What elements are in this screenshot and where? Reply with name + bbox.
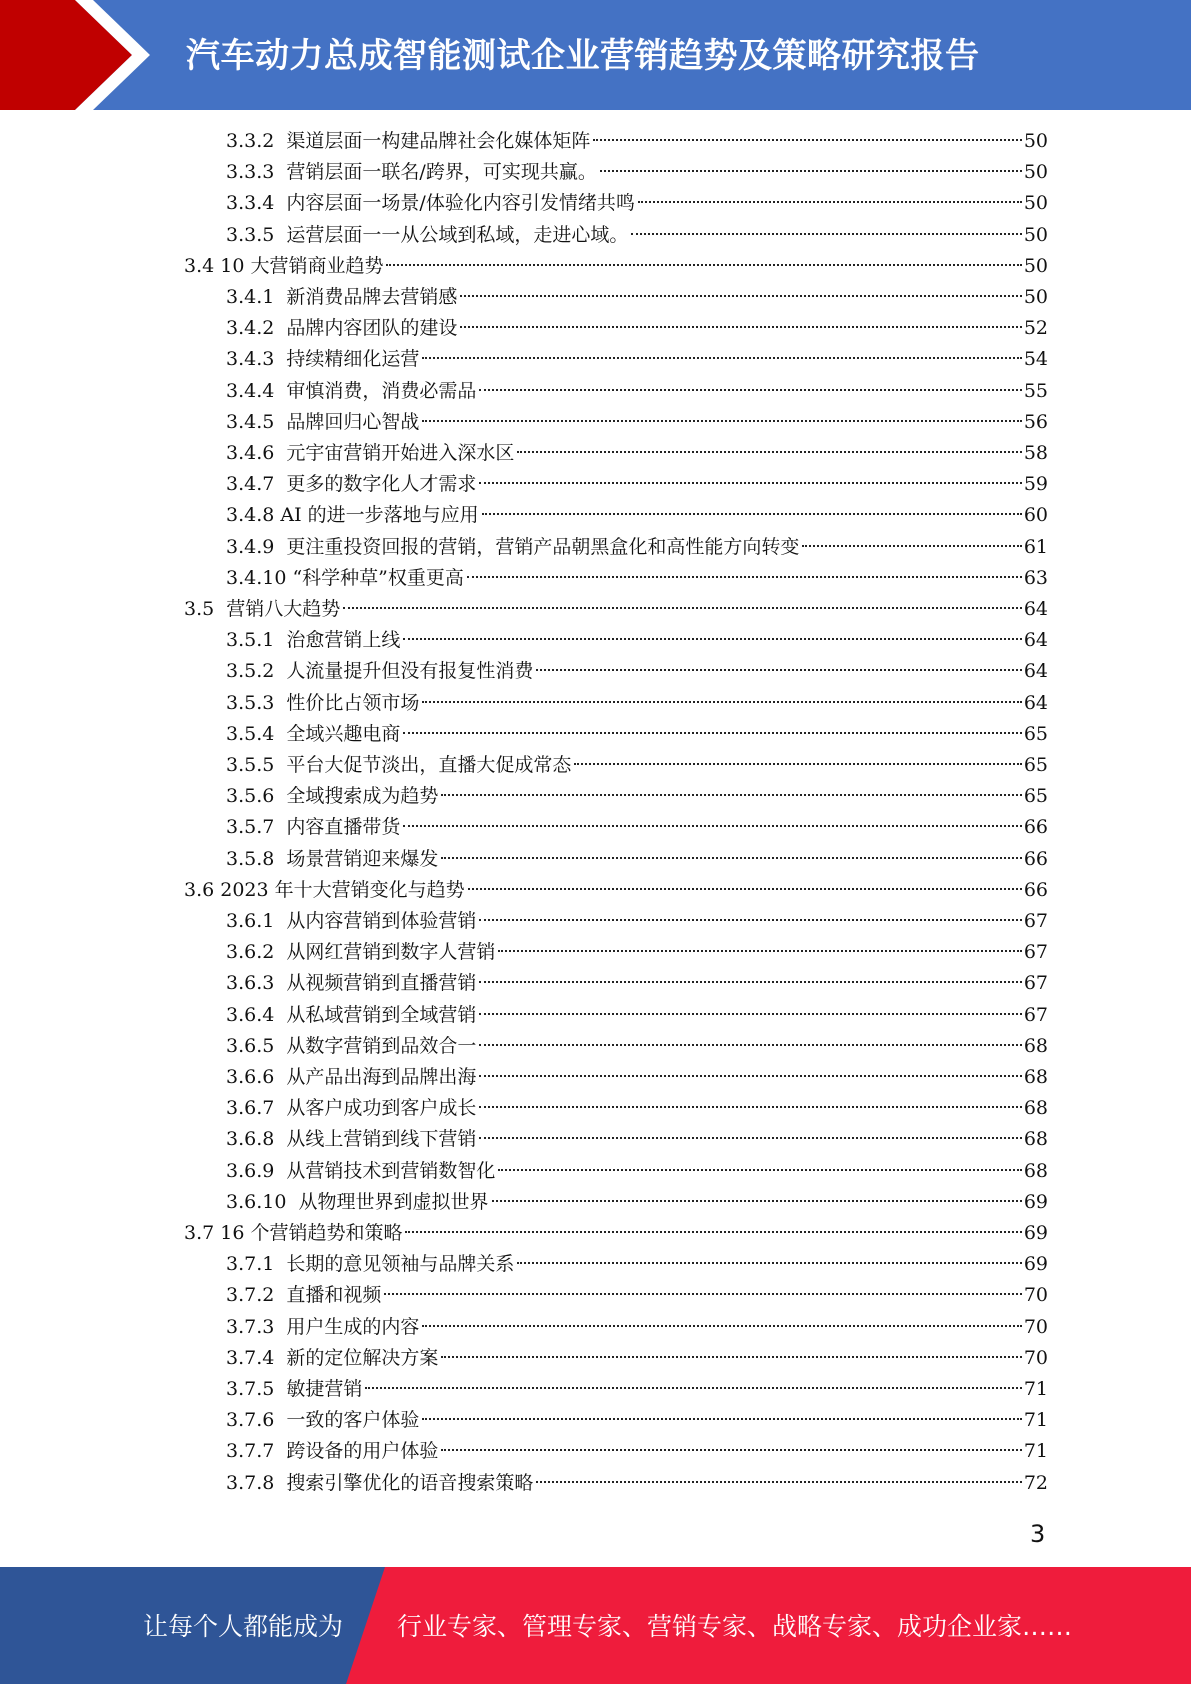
toc-entry-title: 3.4.8 AI 的进一步落地与应用 [226,504,479,527]
toc-entry[interactable] [226,1468,1048,1499]
toc-dot-leader [384,1293,1021,1295]
toc-entry-page: 50 [1023,192,1048,215]
toc-entry[interactable] [226,1312,1048,1343]
toc-entry[interactable] [226,1156,1048,1187]
toc-entry-title: 3.5.4 全域兴趣电商 [226,722,401,745]
toc-entry-page: 55 [1023,379,1048,402]
toc-entry-title: 3.7.7 跨设备的用户体验 [226,1440,439,1463]
toc-entry-title: 3.6.5 从数字营销到品效合一 [226,1034,477,1057]
toc-entry-title: 3.6.8 从线上营销到线下营销 [226,1128,477,1151]
toc-entry-page: 68 [1023,1159,1048,1182]
page-number: 3 [1030,1520,1046,1548]
toc-entry-title: 3.5.3 性价比占领市场 [226,691,420,714]
toc-entry-page: 69 [1023,1190,1048,1213]
toc-dot-leader [467,576,1022,578]
toc-dot-leader [403,825,1021,827]
toc-entry[interactable] [226,937,1048,968]
toc-entry[interactable] [226,220,1048,251]
toc-entry-page: 67 [1023,972,1048,995]
toc-entry-page: 70 [1023,1284,1048,1307]
report-title: 汽车动力总成智能测试企业营销趋势及策略研究报告 [186,36,980,76]
toc-dot-leader [479,1013,1021,1015]
page-header [0,0,1191,110]
toc-dot-leader [536,1481,1021,1483]
toc-entry-title: 3.4 10 大营销商业趋势 [184,254,384,277]
toc-entry-title: 3.5.5 平台大促节淡出，直播大促成常态 [226,754,572,776]
toc-dot-leader [600,170,1022,172]
toc-entry-title: 3.5.2 人流量提升但没有报复性消费 [226,660,534,683]
toc-entry-title: 3.6.3 从视频营销到直播营销 [226,972,477,995]
footer-slogan-left: 让每个人都能成为 [143,1612,344,1641]
toc-entry-page: 67 [1023,1003,1048,1026]
toc-dot-leader [498,950,1021,952]
toc-entry-page: 64 [1023,598,1048,620]
toc-entry[interactable] [226,188,1048,219]
toc-entry-title: 3.4.4 审慎消费，消费必需品 [226,379,477,402]
toc-dot-leader [468,888,1022,890]
toc-entry-page: 68 [1023,1066,1048,1088]
toc-entry-title: 3.4.6 元宇宙营销开始进入深水区 [226,442,515,464]
toc-entry-title: 3.3.2 渠道层面一构建品牌社会化媒体矩阵 [226,130,591,152]
toc-entry-title: 3.4.7 更多的数字化人才需求 [226,473,477,496]
toc-entry-title: 3.4.9 更注重投资回报的营销，营销产品朝黑盒化和高性能方向转变 [226,535,800,558]
toc-entry-title: 3.6.9 从营销技术到营销数智化 [226,1159,496,1182]
toc-entry-page: 68 [1023,1128,1048,1151]
toc-entry[interactable] [226,1187,1048,1218]
toc-dot-leader [365,1387,1021,1389]
toc-entry-title: 3.6 2023 年十大营销变化与趋势 [184,878,465,901]
toc-entry[interactable] [226,469,1048,500]
toc-entry-page: 67 [1023,910,1048,932]
toc-entry[interactable] [226,282,1048,313]
toc-entry-page: 69 [1023,1222,1048,1244]
toc-entry-title: 3.5.7 内容直播带货 [226,816,401,839]
toc-dot-leader [479,1137,1021,1139]
toc-entry-title: 3.5 营销八大趋势 [184,598,341,620]
toc-dot-leader [386,264,1021,266]
toc-entry-page: 63 [1023,566,1048,589]
toc-entry-title: 3.4.2 品牌内容团队的建设 [226,317,458,340]
toc-entry-title: 3.7.4 新的定位解决方案 [226,1346,439,1369]
toc-entry-page: 65 [1023,722,1048,745]
toc-dot-leader [422,1325,1021,1327]
toc-entry[interactable] [226,563,1048,594]
toc-entry-page: 72 [1023,1471,1048,1494]
toc-entry[interactable] [226,376,1048,407]
toc-dot-leader [479,1075,1021,1077]
toc-entry-title: 3.7.3 用户生成的内容 [226,1315,420,1338]
toc-dot-leader [422,357,1021,359]
toc-dot-leader [422,420,1021,422]
toc-entry[interactable] [226,812,1048,843]
toc-dot-leader [422,1418,1021,1420]
toc-dot-leader [441,1356,1021,1358]
toc-entry[interactable] [226,844,1048,875]
toc-dot-leader [479,389,1021,391]
toc-entry-title: 3.3.3 营销层面一联名/跨界，可实现共赢。 [226,161,597,184]
toc-entry[interactable] [226,407,1048,438]
toc-dot-leader [479,981,1021,983]
toc-entry-title: 3.6.6 从产品出海到品牌出海 [226,1066,477,1088]
toc-dot-leader [536,669,1021,671]
toc-entry-page: 65 [1023,785,1048,808]
toc-entry-page: 52 [1023,317,1048,340]
toc-entry-title: 3.4.10 “科学种草”权重更高 [226,566,464,589]
toc-entry-page: 64 [1023,629,1048,652]
toc-dot-leader [479,482,1021,484]
toc-dot-leader [517,1262,1021,1264]
toc-entry[interactable] [226,344,1048,375]
toc-entry-page: 68 [1023,1097,1048,1120]
toc-entry[interactable] [226,157,1048,188]
toc-dot-leader [492,1200,1022,1202]
toc-entry-title: 3.5.8 场景营销迎来爆发 [226,847,439,870]
toc-entry-page: 58 [1023,442,1048,464]
toc-entry[interactable] [226,781,1048,812]
toc-dot-leader [638,201,1022,203]
toc-entry[interactable] [226,1343,1048,1374]
toc-entry-title: 3.7 16 个营销趋势和策略 [184,1222,403,1244]
toc-entry-page: 50 [1023,130,1048,152]
toc-entry-page: 65 [1023,754,1048,776]
toc-entry-title: 3.4.1 新消费品牌去营销感 [226,286,458,308]
toc-entry-page: 70 [1023,1315,1048,1338]
toc-entry-page: 61 [1023,535,1048,558]
toc-entry-page: 56 [1023,410,1048,433]
toc-entry-page: 59 [1023,473,1048,496]
toc-entry[interactable] [226,438,1048,469]
toc-entry[interactable] [184,1218,1048,1249]
toc-entry[interactable] [226,1000,1048,1031]
toc-entry[interactable] [184,251,1048,282]
toc-entry-page: 50 [1023,254,1048,277]
toc-dot-leader [343,607,1022,609]
toc-dot-leader [479,1106,1021,1108]
toc-dot-leader [802,545,1021,547]
toc-entry-title: 3.6.4 从私域营销到全域营销 [226,1003,477,1026]
toc-entry[interactable] [226,532,1048,563]
toc-dot-leader [479,1044,1021,1046]
page-footer [0,1567,1191,1684]
toc-dot-leader [479,919,1021,921]
toc-entry[interactable] [226,313,1048,344]
toc-dot-leader [441,857,1021,859]
toc-entry-page: 67 [1023,941,1048,964]
toc-entry[interactable] [226,1031,1048,1062]
toc-entry-title: 3.7.2 直播和视频 [226,1284,382,1307]
toc-entry-page: 71 [1023,1378,1048,1400]
toc-entry-title: 3.3.4 内容层面一场景/体验化内容引发情绪共鸣 [226,192,635,215]
toc-entry[interactable] [226,906,1048,937]
toc-entry[interactable] [226,656,1048,687]
toc-entry-title: 3.6.2 从网红营销到数字人营销 [226,941,496,964]
toc-entry[interactable] [226,625,1048,656]
toc-dot-leader [631,233,1021,235]
toc-dot-leader [517,451,1021,453]
toc-entry-title: 3.7.1 长期的意见领袖与品牌关系 [226,1253,515,1276]
toc-entry[interactable] [226,968,1048,999]
toc-entry-page: 71 [1023,1440,1048,1463]
toc-dot-leader [403,732,1021,734]
toc-dot-leader [482,513,1022,515]
footer-slogan-right: 行业专家、管理专家、营销专家、战略专家、成功企业家…… [397,1612,1073,1641]
toc-dot-leader [498,1169,1021,1171]
toc-entry[interactable] [226,1062,1048,1093]
toc-entry[interactable] [226,1374,1048,1405]
toc-dot-leader [441,794,1021,796]
toc-entry-page: 50 [1023,161,1048,184]
toc-entry[interactable] [226,719,1048,750]
toc-entry-page: 68 [1023,1034,1048,1057]
toc-entry[interactable] [226,688,1048,719]
toc-entry[interactable] [226,750,1048,781]
toc-dot-leader [403,638,1021,640]
toc-entry[interactable] [226,1280,1048,1311]
toc-entry-page: 64 [1023,691,1048,714]
toc-entry-page: 66 [1023,816,1048,839]
toc-entry-page: 70 [1023,1346,1048,1369]
toc-entry-page: 54 [1023,348,1048,371]
toc-dot-leader [460,326,1021,328]
toc-entry-title: 3.6.1 从内容营销到体验营销 [226,910,477,932]
toc-entry-title: 3.3.5 运营层面一一从公域到私域，走进心域。 [226,223,629,246]
toc-entry[interactable] [184,594,1048,625]
toc-entry[interactable] [226,1405,1048,1436]
toc-dot-leader [460,295,1021,297]
toc-entry[interactable] [226,1249,1048,1280]
toc-dot-leader [593,139,1021,141]
toc-entry-title: 3.5.1 治愈营销上线 [226,629,401,652]
toc-entry-title: 3.7.5 敏捷营销 [226,1378,363,1400]
toc-entry-title: 3.6.10 从物理世界到虚拟世界 [226,1190,489,1213]
toc-entry[interactable] [226,1124,1048,1155]
toc-entry-title: 3.6.7 从客户成功到客户成长 [226,1097,477,1120]
toc-entry-page: 71 [1023,1409,1048,1432]
toc-entry-page: 50 [1023,286,1048,308]
toc-entry-page: 66 [1023,878,1048,901]
toc-entry[interactable] [226,1093,1048,1124]
toc-entry-page: 50 [1023,223,1048,246]
toc-dot-leader [574,763,1021,765]
toc-entry-title: 3.7.6 一致的客户体验 [226,1409,420,1432]
toc-entry-page: 60 [1023,504,1048,527]
toc-dot-leader [422,701,1021,703]
toc-entry-title: 3.4.3 持续精细化运营 [226,348,420,371]
toc-dot-leader [405,1231,1021,1233]
toc-entry-page: 66 [1023,847,1048,870]
toc-dot-leader [441,1449,1021,1451]
toc-entry-title: 3.5.6 全域搜索成为趋势 [226,785,439,808]
toc-entry-title: 3.7.8 搜索引擎优化的语音搜索策略 [226,1471,534,1494]
toc-entry-page: 64 [1023,660,1048,683]
toc-entry[interactable] [226,126,1048,157]
toc-entry[interactable] [226,1436,1048,1467]
toc-entry[interactable] [226,500,1048,531]
toc-entry-title: 3.4.5 品牌回归心智战 [226,410,420,433]
toc-entry-page: 69 [1023,1253,1048,1276]
toc-entry[interactable] [184,875,1048,906]
